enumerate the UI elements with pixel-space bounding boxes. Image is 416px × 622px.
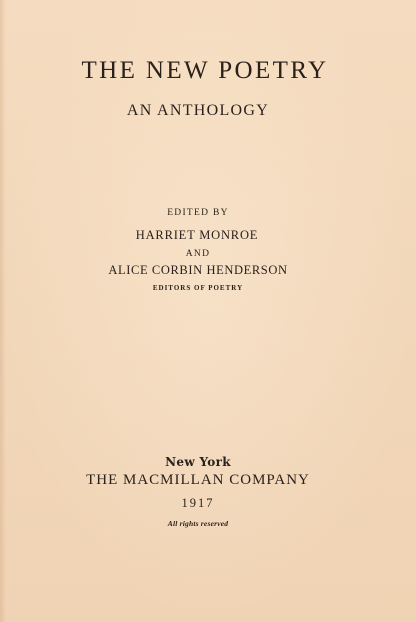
editors-role: EDITORS OF POETRY	[152, 284, 244, 292]
edited-by-label: EDITED BY	[167, 208, 229, 218]
publication-place: New York	[165, 455, 231, 469]
publication-year: 1917	[181, 496, 215, 510]
publisher-name: THE MACMILLAN COMPANY	[86, 472, 310, 488]
editor-conjunction: AND	[185, 249, 211, 259]
editor-name-2: ALICE CORBIN HENDERSON	[108, 263, 288, 277]
rights-notice: All rights reserved	[167, 519, 229, 528]
editor-name-1: HARRIET MONROE	[135, 228, 259, 242]
page-edge-shadow	[0, 0, 6, 622]
book-title: THE NEW POETRY	[81, 57, 329, 84]
book-subtitle: AN ANTHOLOGY	[126, 102, 270, 119]
